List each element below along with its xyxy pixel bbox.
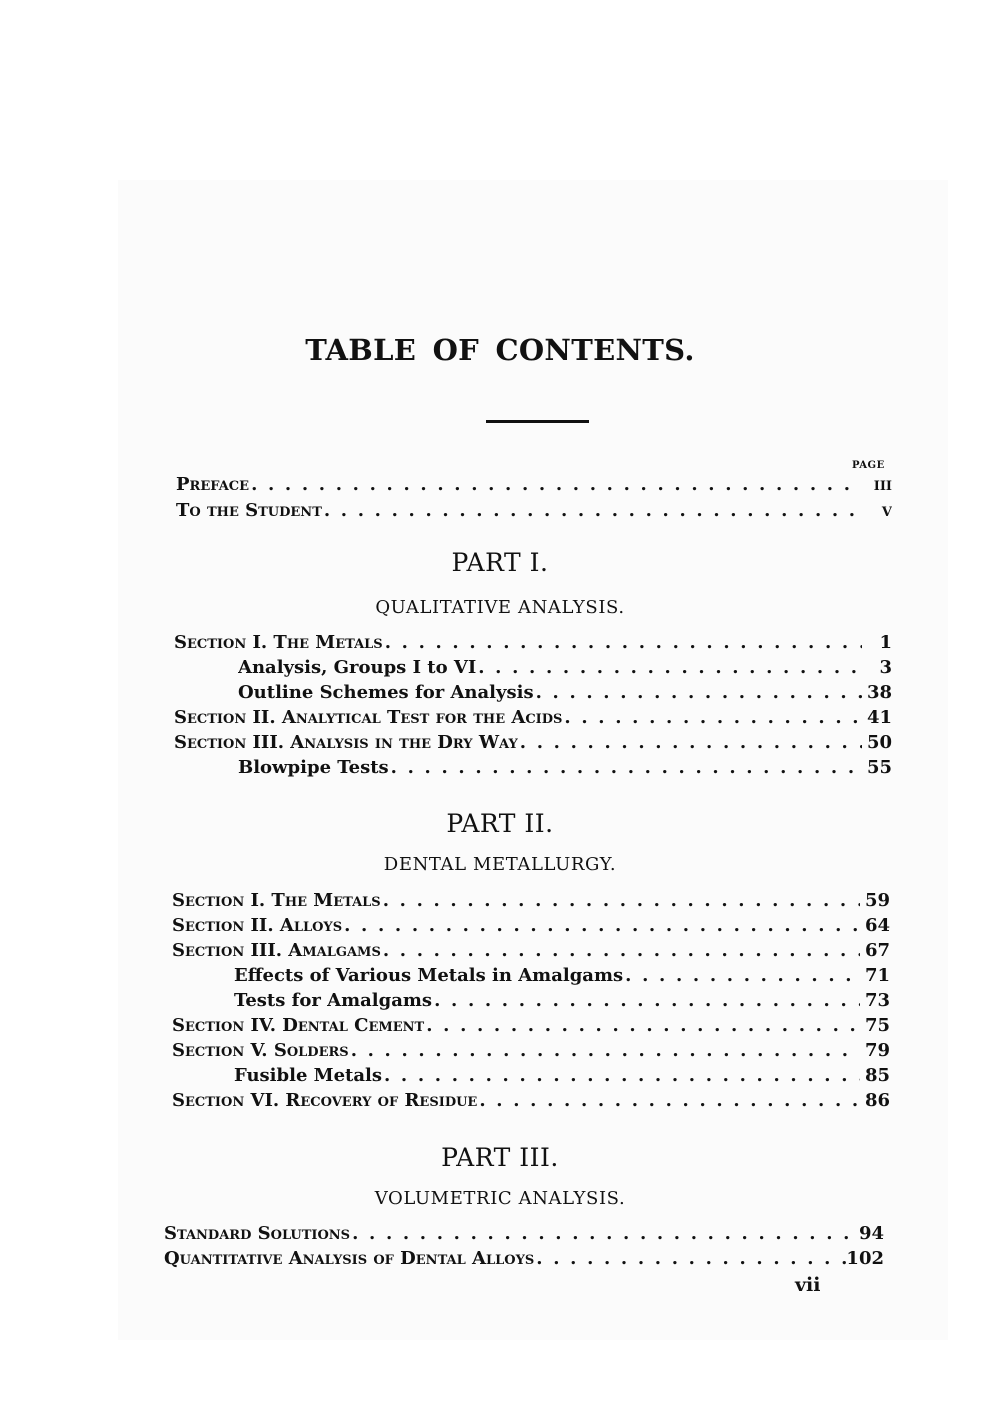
toc-entry[interactable] bbox=[238, 682, 892, 707]
dot-leader bbox=[382, 1065, 860, 1086]
dot-leader bbox=[476, 657, 862, 678]
toc-entry[interactable] bbox=[164, 1248, 884, 1273]
toc-entry[interactable] bbox=[238, 657, 892, 682]
toc-page: 94 bbox=[858, 1223, 884, 1244]
dot-leader bbox=[322, 500, 862, 521]
dot-leader bbox=[381, 890, 860, 911]
toc-page: 102 bbox=[846, 1248, 884, 1269]
toc-label: Section II. Analytical Test for the Acids bbox=[174, 707, 563, 728]
toc-entry[interactable] bbox=[172, 1015, 890, 1040]
toc-label: Fusible Metals bbox=[234, 1065, 382, 1086]
toc-page: 67 bbox=[864, 940, 890, 961]
toc-label: Blowpipe Tests bbox=[238, 757, 389, 778]
toc-label: Outline Schemes for Analysis bbox=[238, 682, 534, 703]
toc-entry[interactable] bbox=[174, 707, 892, 732]
toc-label: Section IV. Dental Cement bbox=[172, 1015, 425, 1036]
dot-leader bbox=[424, 1015, 860, 1036]
toc-entry[interactable] bbox=[234, 990, 890, 1015]
toc-label: Quantitative Analysis of Dental Alloys bbox=[164, 1248, 535, 1269]
dot-leader bbox=[383, 632, 862, 653]
dot-leader bbox=[381, 940, 860, 961]
toc-page: 64 bbox=[864, 915, 890, 936]
toc-page: 41 bbox=[866, 707, 892, 728]
toc-entry[interactable] bbox=[172, 1040, 890, 1065]
dot-leader bbox=[534, 682, 862, 703]
page-column-header: PAGE bbox=[852, 460, 885, 471]
dot-leader bbox=[342, 915, 860, 936]
toc-label: Standard Solutions bbox=[164, 1223, 351, 1244]
page-number: vii bbox=[795, 1274, 821, 1296]
title-rule bbox=[486, 420, 589, 423]
toc-label: Effects of Various Metals in Amalgams bbox=[234, 965, 624, 986]
toc-entry[interactable] bbox=[174, 732, 892, 757]
toc-label: Section II. Alloys bbox=[172, 915, 343, 936]
toc-label: Section I. The Metals bbox=[172, 890, 381, 911]
part-3-heading: PART III. bbox=[441, 1143, 559, 1172]
dot-leader bbox=[623, 965, 860, 986]
toc-entry[interactable] bbox=[164, 1223, 884, 1248]
toc-page: 71 bbox=[864, 965, 890, 986]
toc-label: Section I. The Metals bbox=[174, 632, 383, 653]
toc-page: 75 bbox=[864, 1015, 890, 1036]
dot-leader bbox=[477, 1090, 860, 1111]
toc-page: v bbox=[881, 500, 892, 521]
toc-page: 85 bbox=[864, 1065, 890, 1086]
toc-label: Analysis, Groups I to VI bbox=[238, 657, 477, 678]
dot-leader bbox=[350, 1223, 854, 1244]
toc-page: 38 bbox=[866, 682, 892, 703]
dot-leader bbox=[518, 732, 862, 753]
toc-entry[interactable] bbox=[234, 1065, 890, 1090]
toc-page: 55 bbox=[866, 757, 892, 778]
toc-label: Section V. Solders bbox=[172, 1040, 349, 1061]
dot-leader bbox=[249, 474, 862, 495]
toc-label: Section III. Amalgams bbox=[172, 940, 381, 961]
toc-page: 50 bbox=[866, 732, 892, 753]
toc-entry[interactable] bbox=[234, 965, 890, 990]
dot-leader bbox=[534, 1248, 846, 1269]
toc-page: 3 bbox=[879, 657, 892, 678]
toc-label: Section III. Analysis in the Dry Way bbox=[174, 732, 518, 753]
toc-entry[interactable] bbox=[172, 890, 890, 915]
dot-leader bbox=[562, 707, 862, 728]
toc-label: Tests for Amalgams bbox=[234, 990, 433, 1011]
part-1-subheading: QUALITATIVE ANALYSIS. bbox=[375, 597, 625, 618]
toc-label: Preface bbox=[176, 474, 250, 495]
part-3-subheading: VOLUMETRIC ANALYSIS. bbox=[374, 1188, 626, 1209]
toc-entry[interactable] bbox=[172, 940, 890, 965]
part-2-subheading: DENTAL METALLURGY. bbox=[383, 854, 617, 875]
toc-page: iii bbox=[873, 474, 892, 495]
toc-page: 79 bbox=[864, 1040, 890, 1061]
part-1-heading: PART I. bbox=[451, 548, 549, 577]
toc-label: Section VI. Recovery of Residue bbox=[172, 1090, 478, 1111]
toc-page: 1 bbox=[879, 632, 892, 653]
toc-page: 59 bbox=[864, 890, 890, 911]
toc-label: To the Student bbox=[176, 500, 322, 521]
toc-entry-preface[interactable] bbox=[176, 474, 892, 499]
toc-entry[interactable] bbox=[172, 915, 890, 940]
page-title: TABLE OF CONTENTS. bbox=[305, 333, 695, 367]
toc-page: 86 bbox=[864, 1090, 890, 1111]
toc-entry-to-the-student[interactable] bbox=[176, 500, 892, 525]
part-2-heading: PART II. bbox=[446, 809, 554, 838]
toc-entry[interactable] bbox=[172, 1090, 890, 1115]
toc-page: 73 bbox=[864, 990, 890, 1011]
toc-entry[interactable] bbox=[238, 757, 892, 782]
toc-entry[interactable] bbox=[174, 632, 892, 657]
dot-leader bbox=[389, 757, 862, 778]
dot-leader bbox=[349, 1040, 860, 1061]
dot-leader bbox=[432, 990, 860, 1011]
